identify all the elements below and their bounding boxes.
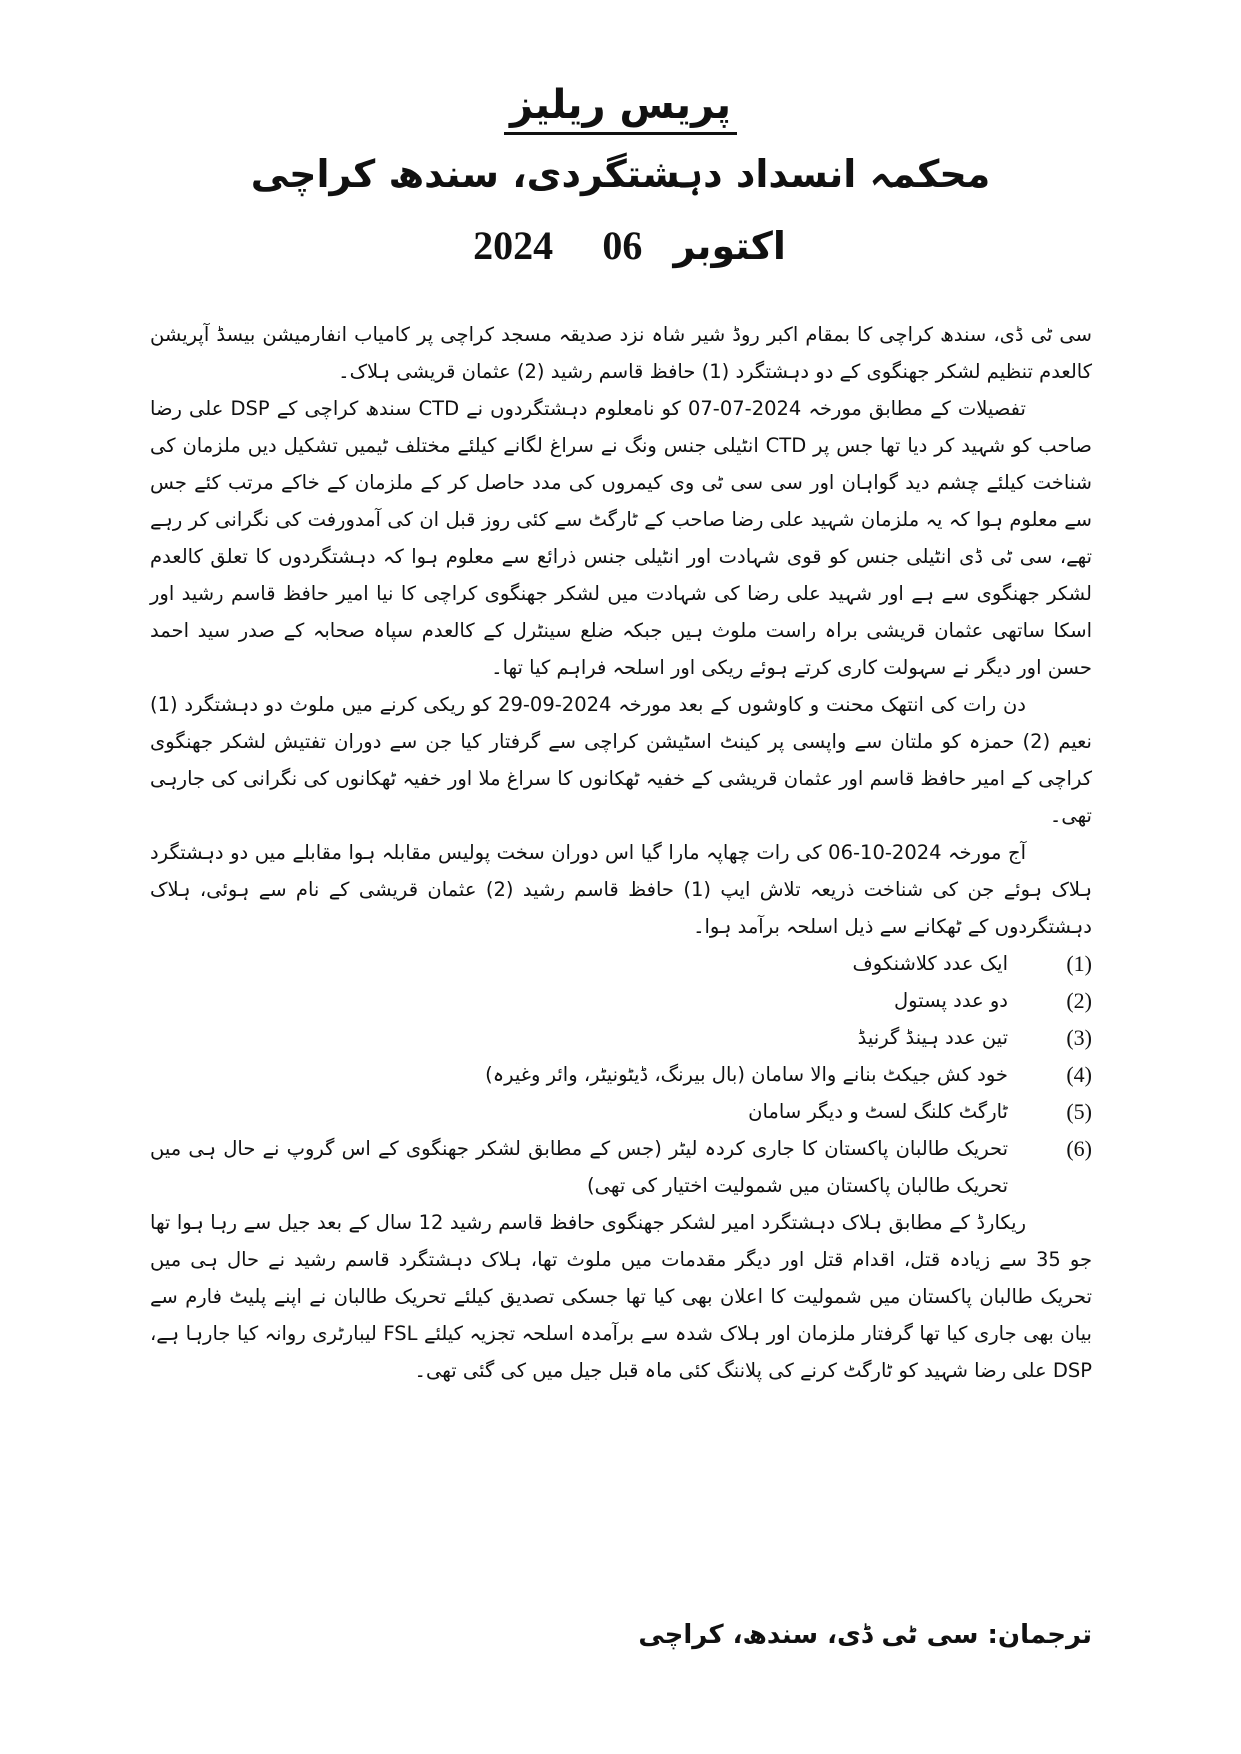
list-item (150, 982, 1092, 1019)
date-day: 06 (602, 223, 643, 268)
list-item (150, 1130, 1092, 1204)
raid-paragraph: آج مورخہ 2024-10-06 کی رات چھاپہ مارا گیا اس دوران سخت پولیس مقابلہ ہوا مقابلے میں دو دہشتگرد ہلاک ہوئے جن کی شناخت ذریعہ تلاش ایپ (1) حافظ قاسم رشید (2) عثمان قریشی کے نام سے ہوئی، ہلاک دہشتگردوں کے ٹھکانے سے ذیل اسلحہ برآمد ہوا۔ (150, 841, 1092, 938)
list-item (150, 1019, 1092, 1056)
item-number: (4) (1066, 1062, 1092, 1087)
list-item (150, 1093, 1092, 1130)
date-month: اکتوبر (673, 224, 786, 268)
item-text: ٹارگٹ کلنگ لسٹ و دیگر سامان (748, 1100, 1008, 1123)
intro-paragraph: سی ٹی ڈی، سندھ کراچی کا بمقام اکبر روڈ شیر شاہ نزد صدیقہ مسجد کراچی پر کامیاب انفارمیشن بیسڈ آپریشن کالعدم تنظیم لشکر جھنگوی کے دو دہشتگرد (1) حافظ قاسم رشید (2) عثمان قریشی ہلاک۔ (150, 323, 1092, 383)
details-paragraph: تفصیلات کے مطابق مورخہ 2024-07-07 کو نامعلوم دہشتگردوں نے CTD سندھ کراچی کے DSP علی رضا صاحب کو شہید کر دیا تھا جس پر CTD انٹیلی جنس ونگ نے سراغ لگانے کیلئے مختلف ٹیمیں تشکیل دیں ملزمان کی شناخت کیلئے چشم دید گواہان اور سی سی ٹی وی کیمروں کی مدد حاصل کر کے ملزمان کے خاکے مرتب کئے جس سے معلوم ہوا کہ یہ ملزمان شہید علی رضا صاحب کے ٹارگٹ سے کئی روز قبل ان کی آمدورفت کی نگرانی کر رہے تھے، سی ٹی ڈی انٹیلی جنس کو قوی شہادت اور انٹیلی جنس ذرائع سے معلوم ہوا کہ دہشتگردوں کا تعلق کالعدم لشکر جھنگوی سے ہے اور شہید علی رضا کی شہادت میں لشکر جھنگوی کراچی کا نیا امیر حافظ قاسم رشید اور اسکا ساتھی عثمان قریشی براہ راست ملوث ہیں جبکہ ضلع سینٹرل کے کالعدم سپاہ صحابہ کے صدر سید احمد حسن اور دیگر نے سہولت کاری کرتے ہوئے ریکی اور اسلحہ فراہم کیا تھا۔ (150, 397, 1092, 679)
release-date (0, 222, 1241, 269)
release-body (150, 316, 1092, 1389)
item-text: دو عدد پستول (893, 989, 1008, 1012)
list-item (150, 945, 1092, 982)
item-number: (1) (1066, 951, 1092, 976)
list-item (150, 1056, 1092, 1093)
arrest-paragraph: دن رات کی انتھک محنت و کاوشوں کے بعد مورخہ 2024-09-29 کو ریکی کرنے میں ملوث دو دہشتگرد (1) نعیم (2) حمزہ کو ملتان سے واپسی پر کینٹ اسٹیشن کراچی سے گرفتار کیا جن سے دوران تفتیش لشکر جھنگوی کراچی کے امیر حافظ قاسم اور عثمان قریشی کے خفیہ ٹھکانوں کا سراغ ملا اور خفیہ ٹھکانوں کی نگرانی کی جارہی تھی۔ (150, 693, 1092, 827)
item-number: (5) (1066, 1099, 1092, 1124)
item-number: (2) (1066, 988, 1092, 1013)
recovered-items-list (150, 945, 1092, 1204)
spokesperson-signature: ترجمان: سی ٹی ڈی، سندھ، کراچی (638, 1620, 1092, 1650)
item-text: تحریک طالبان پاکستان کا جاری کردہ لیٹر (جس کے مطابق لشکر جھنگوی کے اس گروپ نے حال ہی میں تحریک طالبان پاکستان میں شمولیت اختیار کی تھی) (150, 1137, 1008, 1197)
date-year: 2024 (473, 223, 554, 268)
item-text: خود کش جیکٹ بنانے والا سامان (بال بیرنگ، ڈیٹونیٹر، وائر وغیرہ) (485, 1063, 1008, 1086)
item-text: ایک عدد کلاشنکوف (852, 952, 1008, 975)
title-text: پریس ریلیز (504, 82, 737, 135)
item-number: (6) (1066, 1136, 1092, 1161)
closing-paragraph: ریکارڈ کے مطابق ہلاک دہشتگرد امیر لشکر جھنگوی حافظ قاسم رشید 12 سال کے بعد جیل سے رہا ہوا تھا جو 35 سے زیادہ قتل، اقدام قتل اور دیگر مقدمات میں ملوث تھا، ہلاک دہشتگرد قاسم رشید نے حال ہی میں تحریک طالبان پاکستان میں شمولیت کا اعلان بھی کیا تھا جسکی تصدیق کیلئے تحریک طالبان نے اپنے پلیٹ فارم سے بیان بھی جاری کیا تھا گرفتار ملزمان اور ہلاک شدہ سے برآمدہ اسلحہ تجزیہ کیلئے FSL لیبارٹری روانہ کیا جارہا ہے، DSP علی رضا شہید کو ٹارگٹ کرنے کی پلاننگ کئی ماہ قبل جیل میں کی گئی تھی۔ (150, 1211, 1093, 1382)
item-number: (3) (1066, 1025, 1092, 1050)
press-release-title (0, 82, 1241, 128)
department-heading: محکمہ انسداد دہشتگردی، سندھ کراچی (250, 152, 991, 196)
item-text: تین عدد ہینڈ گرنیڈ (857, 1026, 1008, 1049)
